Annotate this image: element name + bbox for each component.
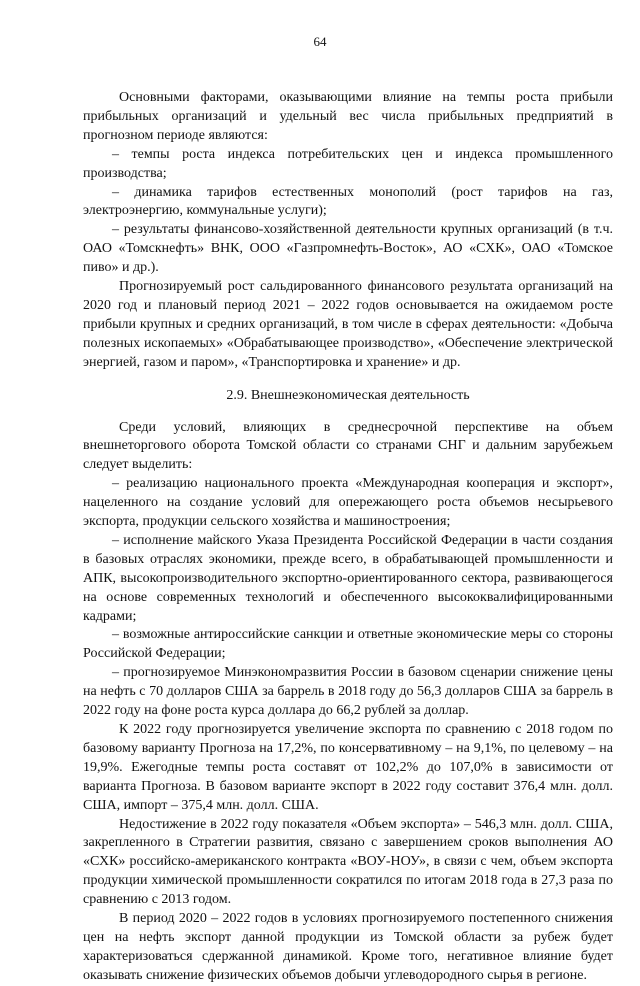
paragraph: В период 2020 – 2022 годов в условиях прогнозируемого постепенного снижения цен на нефть экспорт данной продукции из Томской области за рубеж будет характеризоваться сдержанной динамикой. Кроме того, негативное влияние будет оказывать снижение физических объемов добычи углеводородного сырья в регионе. (83, 911, 613, 983)
section-heading: 2.9. Внешнеэкономическая деятельность (226, 387, 470, 403)
paragraph: Основными факторами, оказывающими влияние на темпы роста прибыли прибыльных организаций и удельный вес числа прибыльных предприятий в прогнозном периоде являются: (83, 90, 613, 143)
paragraph: Прогнозируемый рост сальдированного финансового результата организаций на 2020 год и плановый период 2021 – 2022 годов основывается на ожидаемом росте прибыли крупных и средних организаций, в том числе в сферах деятельности: «Добыча полезных ископаемых» «Обрабатывающее производство», «Обеспечение электрической энергией, газом и паром», «Транспортировка и хранение» и др. (83, 279, 613, 370)
paragraph: К 2022 году прогнозируется увеличение экспорта по сравнению с 2018 годом по базовому варианту Прогноза на 17,2%, по консервативному – на 9,1%, по целевому – на 19,9%. Ежегодные темпы роста составят от 102,2% до 107,0% в зависимости от варианта Прогноза. В базовом варианте экспорт в 2022 году составит 376,4 млн. долл. США, импорт – 375,4 млн. долл. США. (83, 722, 613, 813)
list-item: – результаты финансово-хозяйственной деятельности крупных организаций (в т.ч. ОАО «Томскнефть» ВНК, ООО «Газпромнефть-Восток», АО «СХК», ОАО «Томское пиво» и др.). (83, 222, 613, 276)
list-item: – динамика тарифов естественных монополий (рост тарифов на газ, электроэнергию, коммунальные услуги); (83, 184, 613, 219)
list-item: – прогнозируемое Минэкономразвития России в базовом сценарии снижение цены на нефть с 70 долларов США за баррель в 2018 году до 56,3 долларов США за баррель в 2022 году на фоне роста курса доллара до 66,2 рублей за доллар. (83, 665, 613, 719)
list-item: – темпы роста индекса потребительских цен и индекса промышленного производства; (83, 146, 613, 181)
list-item: – возможные антироссийские санкции и ответные экономические меры со стороны Российской Федерации; (83, 627, 613, 662)
paragraph: Недостижение в 2022 году показателя «Объем экспорта» – 546,3 млн. долл. США, закрепленного в Стратегии развития, связано с завершением сроков выполнения АО «СХК» российско-американского контракта «ВОУ-НОУ», в связи с чем, объем экспорта продукции химической промышленности сократился по итогам 2018 года в 27,3 раза по сравнению с 2013 годом. (83, 816, 613, 908)
document-body (83, 89, 613, 986)
page-number: 64 (313, 34, 327, 49)
list-item: – исполнение майского Указа Президента Российской Федерации в части создания в базовых отраслях экономики, прежде всего, в обрабатывающей промышленности и АПК, высокопроизводительного экспортно-ориентированного сектора, развивающегося на основе современных технологий и обеспеченного высококвалифицированными кадрами; (83, 532, 613, 624)
list-item: – реализацию национального проекта «Международная кооперация и экспорт», нацеленного на создание условий для опережающего роста объемов несырьевого экспорта, продукции сельского хозяйства и машиностроения; (83, 476, 613, 530)
paragraph: Среди условий, влияющих в среднесрочной перспективе на объем внешнеторгового оборота Томской области со странами СНГ и дальним зарубежьем следует выделить: (83, 419, 613, 473)
